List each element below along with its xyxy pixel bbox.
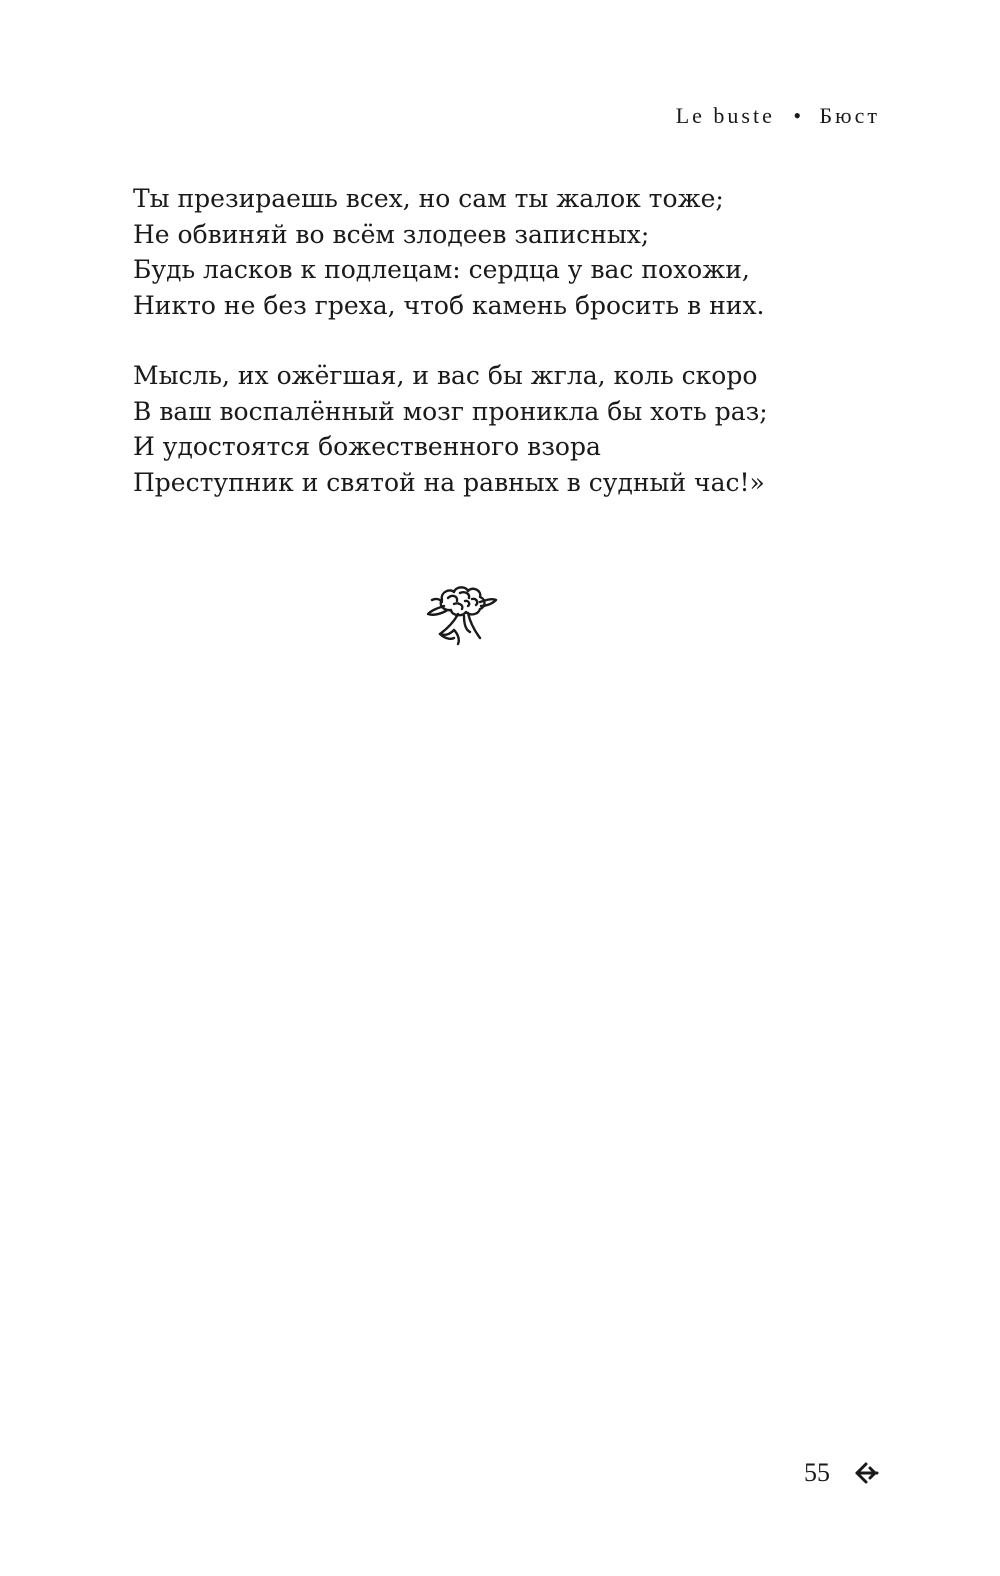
poem-line: Не обвиняй во всём злодеев записных; [133, 219, 650, 249]
stanza-2 [133, 358, 873, 500]
flower-ornament-icon [424, 580, 500, 648]
poem-line: Ты презираешь всех, но сам ты жалок тоже; [133, 184, 724, 213]
header-title-fr: Le buste [675, 103, 775, 128]
poem-line: Будь ласков к подлецам: сердца у вас похожи, [133, 255, 750, 284]
poem-line: В ваш воспалённый мозг проникла бы хоть раз; [133, 396, 768, 426]
poem-line: Никто не без греха, чтоб камень бросить в них. [133, 290, 765, 320]
running-head [676, 103, 880, 129]
poem [133, 181, 873, 500]
poem-line: И удостоятся божественного взора [133, 432, 601, 461]
header-separator: • [793, 103, 802, 128]
poem-line: Преступник и святой на равных в судный час!» [133, 467, 765, 497]
stanza-1 [133, 181, 873, 323]
poem-line: Мысль, их ожёгшая, и вас бы жгла, коль скоро [133, 361, 758, 390]
page-number: 55 [804, 1458, 830, 1487]
header-title-ru: Бюст [819, 103, 880, 128]
arrow-left-icon [852, 1460, 880, 1486]
